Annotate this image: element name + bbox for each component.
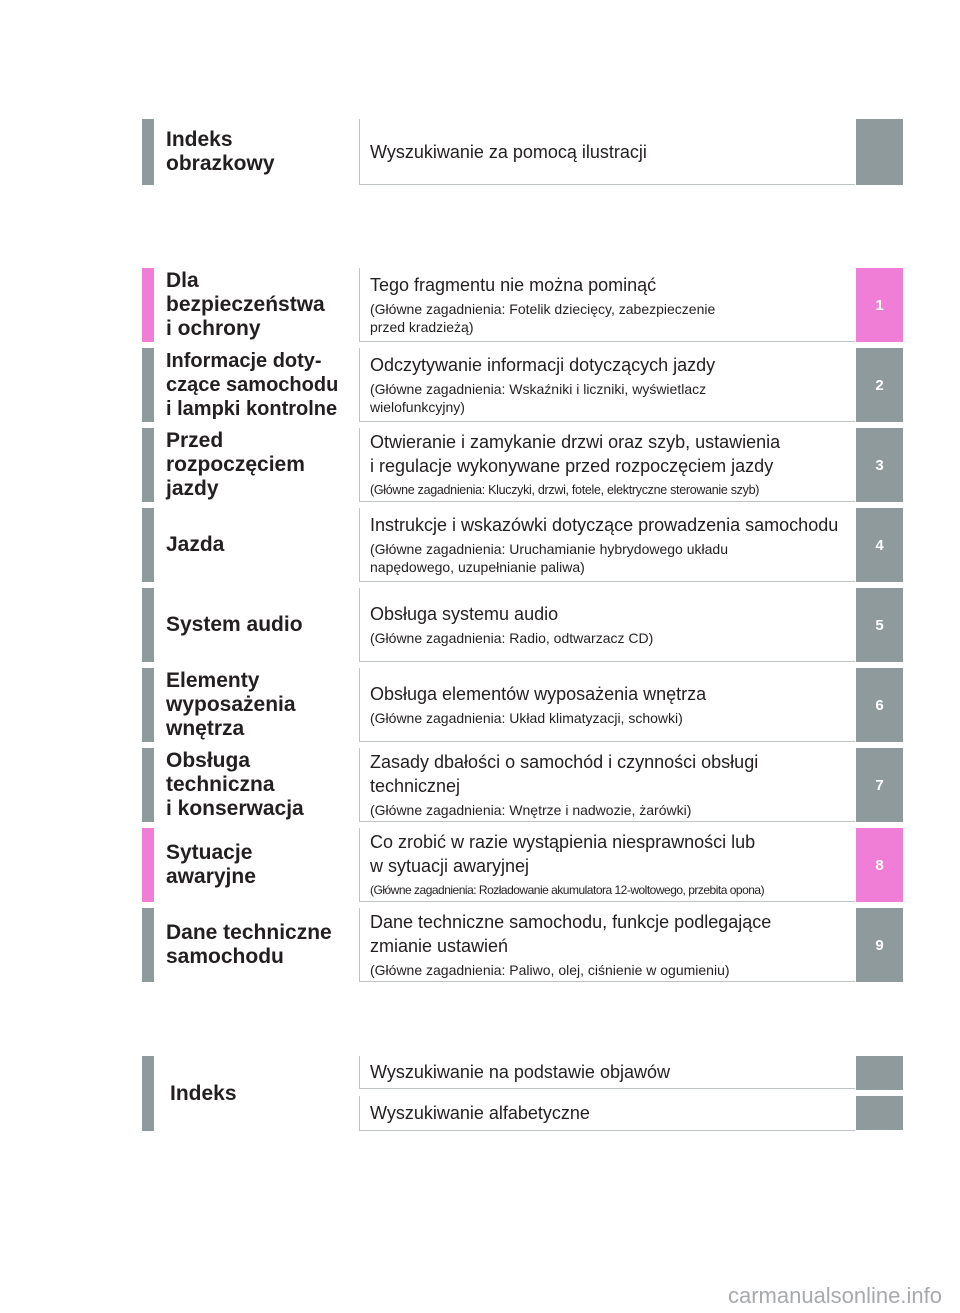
- section-sub: (Główne zagadnienia: Radio, odtwarzacz CD): [370, 630, 654, 646]
- section-8[interactable]: [142, 828, 903, 902]
- intro-tab: [856, 119, 903, 185]
- section-bar: [142, 908, 154, 982]
- section-7[interactable]: [142, 748, 903, 822]
- section-4[interactable]: [142, 508, 903, 582]
- section-6[interactable]: [142, 668, 903, 742]
- section-tab-8[interactable]: 8: [856, 828, 903, 902]
- section-title: Jazda: [166, 533, 225, 556]
- section-bar: [142, 828, 154, 902]
- section-main: Obsługa elementów wyposażenia wnętrza: [370, 684, 707, 704]
- section-desc: [359, 428, 855, 502]
- section-tab-9[interactable]: 9: [856, 908, 903, 982]
- section-bar: [142, 508, 154, 582]
- section-main: Tego fragmentu nie można pominąć: [370, 275, 657, 295]
- section-1[interactable]: [142, 268, 903, 342]
- section-main: Zasady dbałości o samochód i czynności obsługi technicznej: [370, 752, 759, 796]
- section-title: Dla bezpieczeństwa i ochrony: [166, 269, 325, 340]
- section-sub: (Główne zagadnienia: Kluczyki, drzwi, fotele, elektryczne sterowanie szyb): [370, 483, 760, 497]
- section-bar: [142, 748, 154, 822]
- section-sub: (Główne zagadnienia: Wskaźniki i liczniki, wyświetlacz wielofunkcyjny): [370, 381, 707, 415]
- section-sub: (Główne zagadnienia: Wnętrze i nadwozie, żarówki): [370, 802, 692, 818]
- index-row: [142, 1056, 903, 1131]
- section-title: Informacje doty- czące samochodu i lampki kontrolne: [166, 350, 339, 420]
- section-sub: (Główne zagadnienia: Uruchamianie hybrydowego układu napędowego, uzupełnianie paliwa): [370, 541, 728, 575]
- section-title: Obsługa techniczna i konserwacja: [166, 749, 304, 820]
- section-tab-4[interactable]: 4: [856, 508, 903, 582]
- section-tab-6[interactable]: 6: [856, 668, 903, 742]
- section-tab-5[interactable]: 5: [856, 588, 903, 662]
- intro-desc: Wyszukiwanie za pomocą ilustracji: [359, 119, 855, 185]
- index-title: Indeks: [170, 1081, 237, 1105]
- section-main: Instrukcje i wskazówki dotyczące prowadzenia samochodu: [370, 515, 839, 535]
- section-tab-2[interactable]: 2: [856, 348, 903, 422]
- section-desc: [359, 588, 855, 662]
- section-desc: [359, 908, 855, 982]
- section-9[interactable]: [142, 908, 903, 982]
- section-desc: [359, 668, 855, 742]
- section-tab-1[interactable]: 1: [856, 268, 903, 342]
- section-desc: [359, 828, 855, 902]
- section-sub: (Główne zagadnienia: Układ klimatyzacji, schowki): [370, 710, 683, 726]
- section-tab-3[interactable]: 3: [856, 428, 903, 502]
- section-desc: [359, 348, 855, 422]
- index-tab-alphabetical[interactable]: [856, 1096, 903, 1130]
- section-main: Odczytywanie informacji dotyczących jazdy: [370, 355, 716, 375]
- section-sub: (Główne zagadnienia: Paliwo, olej, ciśnienie w ogumieniu): [370, 962, 730, 978]
- section-desc: [359, 508, 855, 582]
- section-sub: (Główne zagadnienia: Fotelik dziecięcy, zabezpieczenie przed kradzieżą): [370, 301, 716, 335]
- section-title: System audio: [166, 613, 303, 636]
- section-5[interactable]: [142, 588, 903, 662]
- section-desc: [359, 748, 855, 822]
- section-main: Otwieranie i zamykanie drzwi oraz szyb, ustawienia i regulacje wykonywane przed rozpoczęciem jazdy: [370, 432, 781, 476]
- section-title: Sytuacje awaryjne: [166, 841, 256, 888]
- index-item-symptoms[interactable]: Wyszukiwanie na podstawie objawów: [359, 1056, 855, 1089]
- section-tab-7[interactable]: 7: [856, 748, 903, 822]
- section-bar: [142, 268, 154, 342]
- section-desc: [359, 268, 855, 342]
- section-title: Przed rozpoczęciem jazdy: [166, 429, 305, 500]
- section-bar: [142, 668, 154, 742]
- section-main: Dane techniczne samochodu, funkcje podlegające zmianie ustawień: [370, 912, 772, 956]
- intro-title: Indeks obrazkowy: [166, 128, 275, 175]
- index-tab-symptoms[interactable]: [856, 1056, 903, 1090]
- section-bar: [142, 348, 154, 422]
- section-title: Dane techniczne samochodu: [166, 921, 332, 968]
- watermark: carmanualsonline.info: [727, 1283, 942, 1308]
- intro-bar: [142, 119, 154, 185]
- section-bar: [142, 588, 154, 662]
- index-item-alphabetical[interactable]: Wyszukiwanie alfabetyczne: [359, 1096, 855, 1131]
- section-main: Co zrobić w razie wystąpienia niesprawności lub w sytuacji awaryjnej: [370, 832, 756, 876]
- section-title: Elementy wyposażenia wnętrza: [166, 669, 296, 740]
- intro-row[interactable]: [142, 119, 903, 185]
- section-sub: (Główne zagadnienia: Rozładowanie akumulatora 12-woltowego, przebita opona): [370, 883, 765, 897]
- section-main: Obsługa systemu audio: [370, 604, 559, 624]
- index-bar: [142, 1056, 154, 1131]
- section-3[interactable]: [142, 428, 903, 502]
- section-2[interactable]: [142, 348, 903, 422]
- section-bar: [142, 428, 154, 502]
